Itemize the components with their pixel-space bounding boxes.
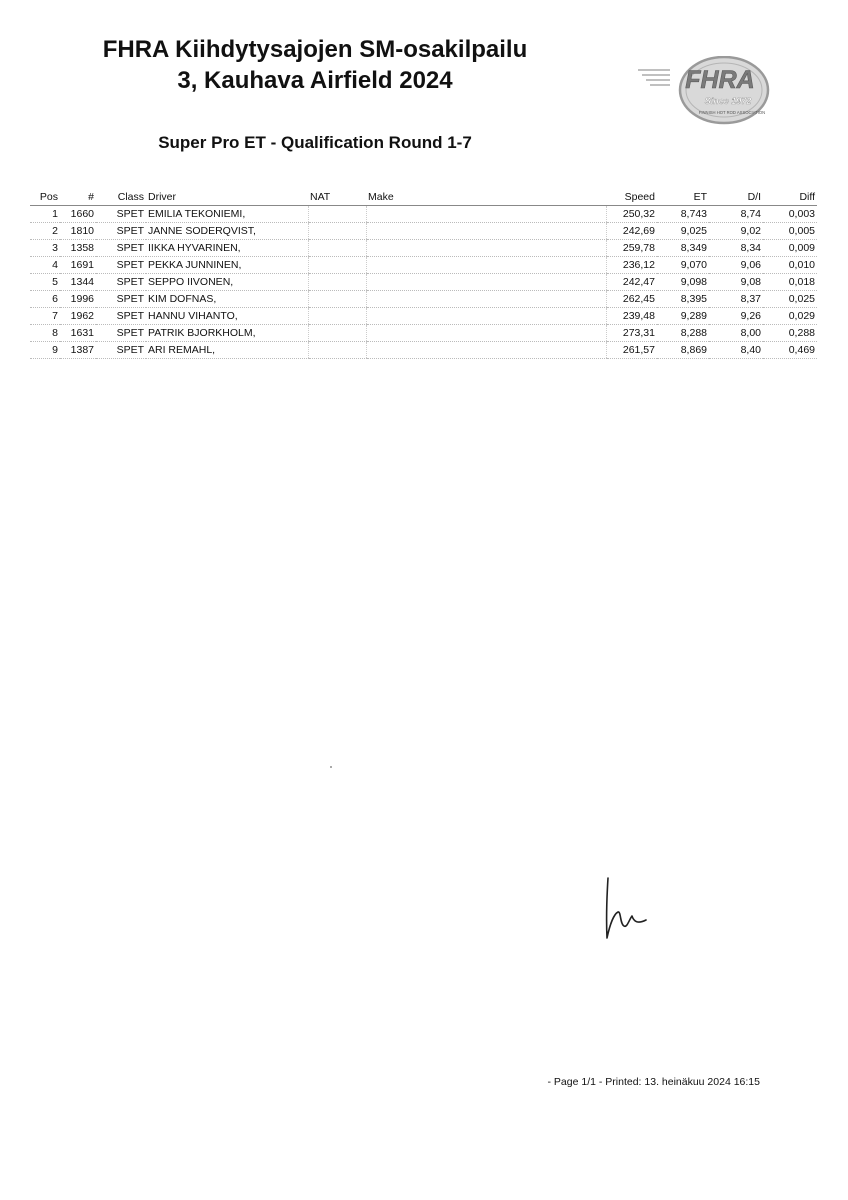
col-header-speed: Speed xyxy=(606,188,657,206)
cell-speed: 273,31 xyxy=(606,325,657,342)
page-subtitle: Super Pro ET - Qualification Round 1-7 xyxy=(158,133,472,152)
cell-class: SPET xyxy=(96,223,146,240)
cell-speed: 236,12 xyxy=(606,257,657,274)
cell-nat xyxy=(308,342,366,359)
cell-speed: 262,45 xyxy=(606,291,657,308)
cell-diff: 0,009 xyxy=(763,240,817,257)
table-row xyxy=(30,308,817,325)
cell-et: 9,025 xyxy=(657,223,709,240)
cell-speed: 261,57 xyxy=(606,342,657,359)
table-row xyxy=(30,291,817,308)
cell-driver: IIKKA HYVARINEN, xyxy=(146,240,308,257)
cell-di: 8,37 xyxy=(709,291,763,308)
table-row xyxy=(30,206,817,223)
cell-class: SPET xyxy=(96,342,146,359)
cell-di: 8,34 xyxy=(709,240,763,257)
cell-number: 1810 xyxy=(60,223,96,240)
table-row xyxy=(30,223,817,240)
fhra-logo-graphic xyxy=(636,56,772,128)
cell-et: 8,869 xyxy=(657,342,709,359)
cell-class: SPET xyxy=(96,240,146,257)
cell-et: 9,098 xyxy=(657,274,709,291)
results-table xyxy=(30,188,817,359)
cell-speed: 242,47 xyxy=(606,274,657,291)
cell-nat xyxy=(308,257,366,274)
cell-pos: 2 xyxy=(30,223,60,240)
logo-since: Since 1972 xyxy=(704,96,752,106)
table-row xyxy=(30,257,817,274)
col-header-driver: Driver xyxy=(146,188,308,206)
cell-number: 1660 xyxy=(60,206,96,223)
cell-class: SPET xyxy=(96,257,146,274)
cell-number: 1996 xyxy=(60,291,96,308)
col-header-di: D/I xyxy=(709,188,763,206)
cell-et: 9,289 xyxy=(657,308,709,325)
col-header-nat: NAT xyxy=(308,188,366,206)
table-row xyxy=(30,325,817,342)
cell-make xyxy=(366,240,606,257)
fhra-logo xyxy=(636,56,772,128)
cell-di: 9,06 xyxy=(709,257,763,274)
cell-di: 9,08 xyxy=(709,274,763,291)
cell-diff: 0,010 xyxy=(763,257,817,274)
cell-driver: JANNE SODERQVIST, xyxy=(146,223,308,240)
cell-diff: 0,005 xyxy=(763,223,817,240)
cell-number: 1631 xyxy=(60,325,96,342)
logo-letters: FHRA xyxy=(685,66,755,94)
document-title xyxy=(0,34,630,96)
col-header-class: Class xyxy=(96,188,146,206)
cell-number: 1344 xyxy=(60,274,96,291)
results-table-body xyxy=(30,206,817,359)
table-row xyxy=(30,274,817,291)
cell-number: 1691 xyxy=(60,257,96,274)
cell-pos: 9 xyxy=(30,342,60,359)
cell-et: 8,349 xyxy=(657,240,709,257)
page-footer: - Page 1/1 - Printed: 13. heinäkuu 2024 16:15 xyxy=(547,1076,760,1088)
handwritten-signature xyxy=(598,876,668,946)
cell-speed: 239,48 xyxy=(606,308,657,325)
cell-number: 1358 xyxy=(60,240,96,257)
cell-diff: 0,003 xyxy=(763,206,817,223)
cell-di: 9,02 xyxy=(709,223,763,240)
cell-driver: PEKKA JUNNINEN, xyxy=(146,257,308,274)
scan-speck xyxy=(330,766,332,768)
cell-number: 1387 xyxy=(60,342,96,359)
cell-di: 8,00 xyxy=(709,325,763,342)
cell-diff: 0,029 xyxy=(763,308,817,325)
cell-make xyxy=(366,325,606,342)
cell-di: 8,74 xyxy=(709,206,763,223)
cell-make xyxy=(366,342,606,359)
cell-make xyxy=(366,308,606,325)
cell-class: SPET xyxy=(96,308,146,325)
table-row xyxy=(30,240,817,257)
cell-speed: 250,32 xyxy=(606,206,657,223)
cell-et: 8,288 xyxy=(657,325,709,342)
cell-make xyxy=(366,257,606,274)
cell-make xyxy=(366,223,606,240)
cell-nat xyxy=(308,206,366,223)
table-row xyxy=(30,342,817,359)
cell-pos: 4 xyxy=(30,257,60,274)
cell-class: SPET xyxy=(96,291,146,308)
signature-graphic xyxy=(598,876,668,946)
cell-pos: 7 xyxy=(30,308,60,325)
cell-class: SPET xyxy=(96,206,146,223)
cell-driver: KIM DOFNAS, xyxy=(146,291,308,308)
cell-driver: EMILIA TEKONIEMI, xyxy=(146,206,308,223)
col-header-number: # xyxy=(60,188,96,206)
cell-diff: 0,025 xyxy=(763,291,817,308)
cell-diff: 0,018 xyxy=(763,274,817,291)
cell-make xyxy=(366,291,606,308)
cell-driver: PATRIK BJORKHOLM, xyxy=(146,325,308,342)
logo-tagline: FINNISH HOT ROD ASSOCIATION xyxy=(698,110,766,115)
cell-nat xyxy=(308,308,366,325)
col-header-diff: Diff xyxy=(763,188,817,206)
cell-speed: 242,69 xyxy=(606,223,657,240)
cell-make xyxy=(366,206,606,223)
col-header-make: Make xyxy=(366,188,606,206)
cell-driver: SEPPO IIVONEN, xyxy=(146,274,308,291)
cell-class: SPET xyxy=(96,274,146,291)
cell-pos: 6 xyxy=(30,291,60,308)
col-header-et: ET xyxy=(657,188,709,206)
cell-pos: 5 xyxy=(30,274,60,291)
cell-et: 9,070 xyxy=(657,257,709,274)
cell-nat xyxy=(308,240,366,257)
cell-driver: HANNU VIHANTO, xyxy=(146,308,308,325)
col-header-pos: Pos xyxy=(30,188,60,206)
cell-et: 8,743 xyxy=(657,206,709,223)
cell-make xyxy=(366,274,606,291)
cell-di: 8,40 xyxy=(709,342,763,359)
cell-speed: 259,78 xyxy=(606,240,657,257)
cell-diff: 0,469 xyxy=(763,342,817,359)
cell-pos: 8 xyxy=(30,325,60,342)
cell-et: 8,395 xyxy=(657,291,709,308)
cell-nat xyxy=(308,274,366,291)
cell-nat xyxy=(308,223,366,240)
cell-nat xyxy=(308,325,366,342)
cell-pos: 1 xyxy=(30,206,60,223)
cell-pos: 3 xyxy=(30,240,60,257)
cell-number: 1962 xyxy=(60,308,96,325)
table-header-row xyxy=(30,188,817,206)
cell-driver: ARI REMAHL, xyxy=(146,342,308,359)
cell-class: SPET xyxy=(96,325,146,342)
cell-di: 9,26 xyxy=(709,308,763,325)
cell-nat xyxy=(308,291,366,308)
cell-diff: 0,288 xyxy=(763,325,817,342)
title-line-1: FHRA Kiihdytysajojen SM-osakilpailu xyxy=(102,36,528,63)
title-line-2: 3, Kauhava Airfield 2024 xyxy=(177,67,453,94)
